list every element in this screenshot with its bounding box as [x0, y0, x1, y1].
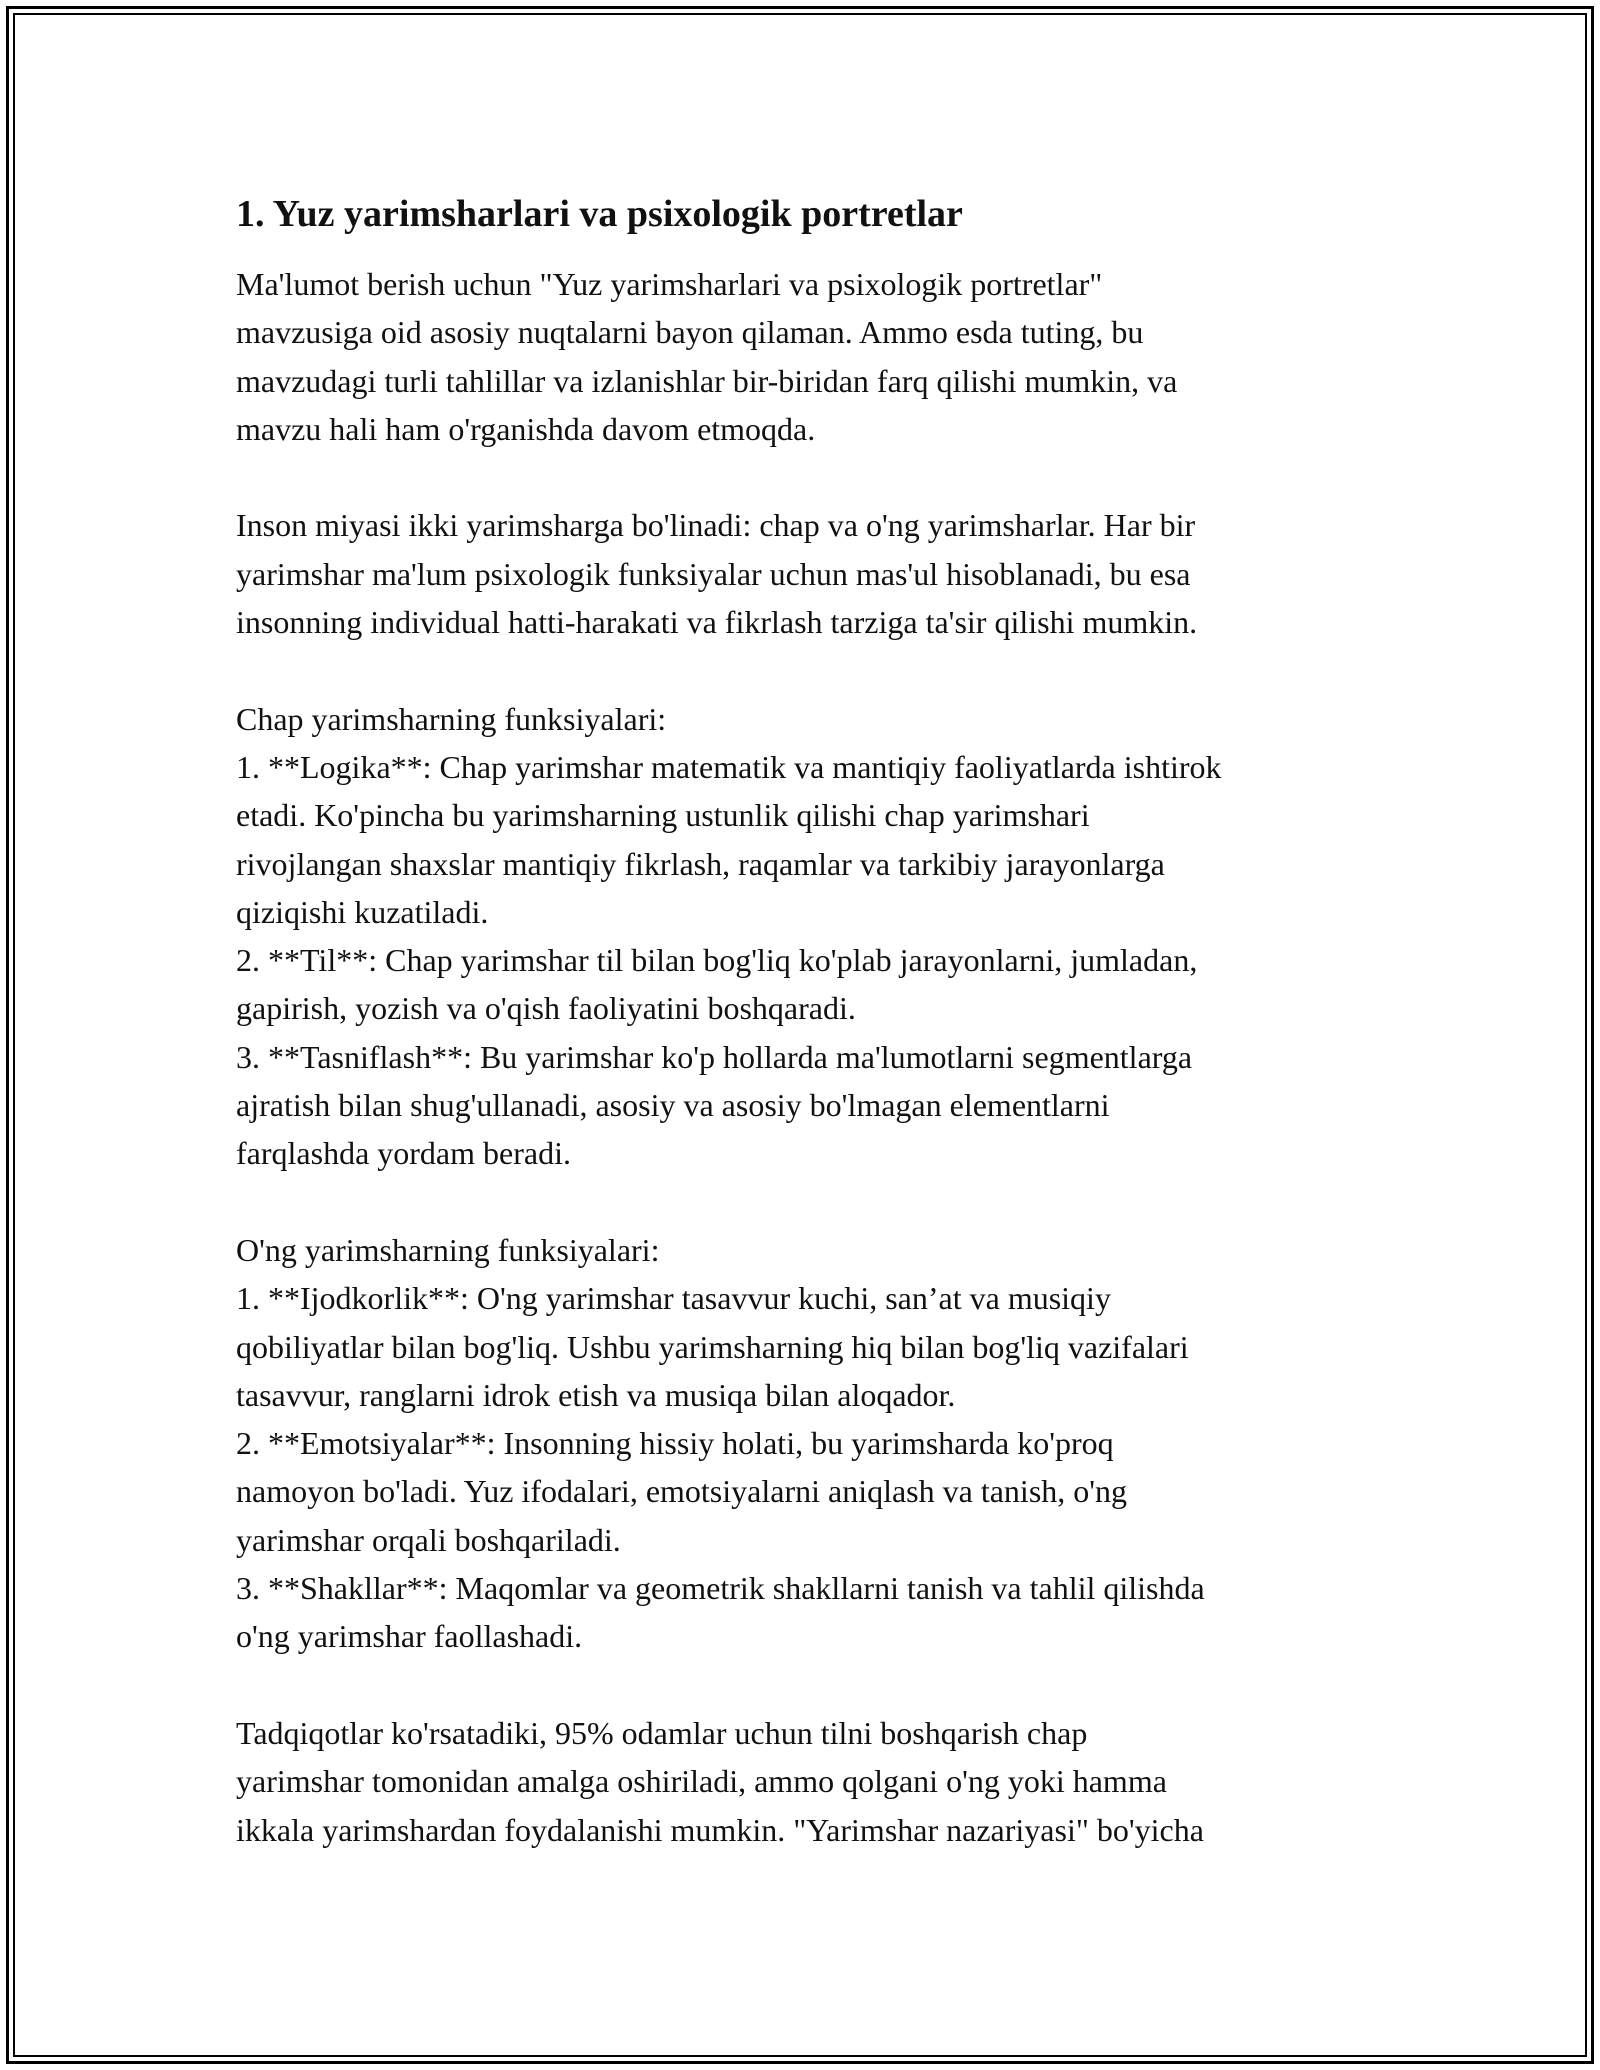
research-paragraph [236, 1709, 1376, 1854]
text-line: Inson miyasi ikki yarimsharga bo'linadi: chap va o'ng yarimsharlar. Har bir [236, 507, 1196, 544]
list-item-line: ajratish bilan shug'ullanadi, asosiy va asosiy bo'lmagan elementlarni [236, 1087, 1110, 1124]
list-item-line: 1. **Logika**: Chap yarimshar matematik va mantiqiy faoliyatlarda ishtirok [236, 748, 1222, 785]
text-line: mavzudagi turli tahlillar va izlanishlar bir-biridan farq qilishi mumkin, va [236, 362, 1178, 399]
list-item-line: farqlashda yordam beradi. [236, 1135, 571, 1172]
document-title: 1. Yuz yarimsharlari va psixologik portretlar [236, 193, 963, 235]
text-line: insonning individual hatti-harakati va fikrlash tarziga ta'sir qilishi mumkin. [236, 604, 1198, 641]
right-hemisphere-heading: O'ng yarimsharning funksiyalari: [236, 1231, 660, 1268]
list-item-line: 2. **Emotsiyalar**: Insonning hissiy holati, bu yarimsharda ko'proq [236, 1425, 1114, 1462]
left-hemisphere-section [236, 695, 1376, 1178]
list-item-line: namoyon bo'ladi. Yuz ifodalari, emotsiyalarni aniqlash va tanish, o'ng [236, 1473, 1128, 1510]
list-item-line: yarimshar orqali boshqariladi. [236, 1521, 621, 1558]
list-item-line: qiziqishi kuzatiladi. [236, 893, 489, 930]
text-line: Ma'lumot berish uchun "Yuz yarimsharlari va psixologik portretlar" [236, 266, 1103, 302]
intro-paragraph [236, 260, 1376, 453]
list-item-line: 3. **Tasniflash**: Bu yarimshar ko'p hollarda ma'lumotlarni segmentlarga [236, 1038, 1193, 1075]
list-item-line: tasavvur, ranglarni idrok etish va musiqa bilan aloqador. [236, 1376, 956, 1413]
text-line: mavzusiga oid asosiy nuqtalarni bayon qilaman. Ammo esda tuting, bu [236, 314, 1144, 351]
text-line: Tadqiqotlar ko'rsatadiki, 95% odamlar uchun tilni boshqarish chap [236, 1714, 1088, 1751]
list-item-line: 1. **Ijodkorlik**: O'ng yarimshar tasavvur kuchi, san’at va musiqiy [236, 1280, 1111, 1317]
text-line: mavzu hali ham o'rganishda davom etmoqda. [236, 410, 816, 447]
hemispheres-paragraph [236, 501, 1376, 646]
text-line: ikkala yarimshardan foydalanishi mumkin. "Yarimshar nazariyasi" bo'yicha [236, 1811, 1204, 1848]
list-item-line: 3. **Shakllar**: Maqomlar va geometrik shakllarni tanish va tahlil qilishda [236, 1570, 1205, 1607]
text-line: yarimshar tomonidan amalga oshiriladi, ammo qolgani o'ng yoki hamma [236, 1763, 1167, 1800]
right-hemisphere-section [236, 1226, 1376, 1661]
document-body [236, 188, 1376, 1854]
list-item-line: etadi. Ko'pincha bu yarimsharning ustunlik qilishi chap yarimshari [236, 797, 1090, 834]
list-item-line: gapirish, yozish va o'qish faoliyatini boshqaradi. [236, 990, 856, 1027]
list-item-line: qobiliyatlar bilan bog'liq. Ushbu yarimsharning hiq bilan bog'liq vazifalari [236, 1328, 1189, 1365]
list-item-line: 2. **Til**: Chap yarimshar til bilan bog'liq ko'plab jarayonlarni, jumladan, [236, 942, 1198, 979]
left-hemisphere-heading: Chap yarimsharning funksiyalari: [236, 700, 667, 737]
list-item-line: rivojlangan shaxslar mantiqiy fikrlash, raqamlar va tarkibiy jarayonlarga [236, 845, 1165, 882]
list-item-line: o'ng yarimshar faollashadi. [236, 1618, 583, 1655]
text-line: yarimshar ma'lum psixologik funksiyalar uchun mas'ul hisoblanadi, bu esa [236, 555, 1191, 592]
